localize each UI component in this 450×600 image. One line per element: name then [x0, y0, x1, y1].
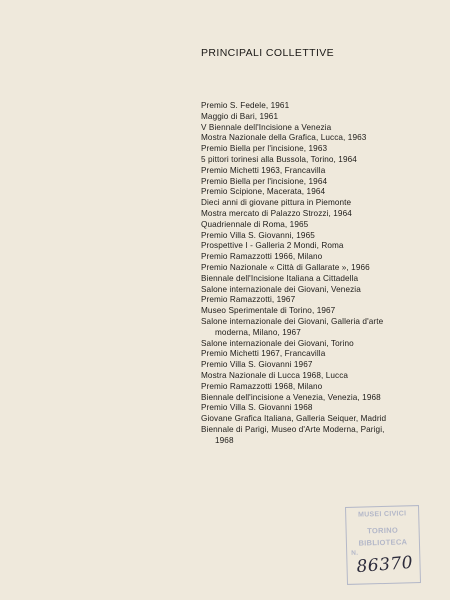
list-item: Salone internazionale dei Giovani, Torino	[201, 338, 354, 348]
list-item: Mostra mercato di Palazzo Strozzi, 1964	[201, 208, 352, 218]
list-item: Premio S. Fedele, 1961	[201, 101, 290, 110]
list-item: Dieci anni di giovane pittura in Piemonte	[201, 198, 352, 208]
list-item-continuation: 1968	[215, 435, 234, 445]
list-item: Biennale dell'incisione a Venezia, Venezia, 1968	[201, 392, 381, 402]
list-item: Mostra Nazionale della Grafica, Lucca, 1963	[201, 133, 367, 143]
list-item: Biennale dell'Incisione Italiana a Cittadella	[201, 273, 359, 283]
list-item: Premio Ramazzotti 1966, Milano	[201, 252, 323, 262]
list-item-continuation: moderna, Milano, 1967	[215, 327, 301, 337]
list-item: Premio Biella per l'incisione, 1963	[201, 144, 328, 154]
list-item	[201, 425, 441, 447]
stamp-line: TORINO	[367, 525, 399, 536]
list-item-line: Salone internazionale dei Giovani, Galleria d'arte	[201, 316, 384, 326]
list-item: Premio Michetti 1967, Francavilla	[201, 349, 326, 359]
inventory-number: 86370	[355, 552, 414, 578]
stamp-line: N.	[351, 549, 359, 557]
list-item: 5 pittori torinesi alla Bussola, Torino, 1964	[201, 154, 357, 164]
list-item-line: Biennale di Parigi, Museo d'Arte Moderna, Parigi,	[201, 424, 385, 434]
stamp-line: MUSEI CIVICI	[357, 510, 407, 519]
list-item: Museo Sperimentale di Torino, 1967	[201, 306, 336, 316]
list-item: Premio Ramazzotti 1968, Milano	[201, 381, 323, 391]
list-item: Premio Villa S. Giovanni, 1965	[201, 230, 315, 240]
list-item: Maggio di Bari, 1961	[201, 111, 279, 121]
list-item: Prospettive I - Galleria 2 Mondi, Roma	[201, 241, 344, 251]
library-stamp	[345, 505, 421, 585]
list-item: Mostra Nazionale di Lucca 1968, Lucca	[201, 370, 349, 380]
list-item: V Biennale dell'Incisione a Venezia	[201, 122, 332, 132]
list-item: Premio Michetti 1963, Francavilla	[201, 165, 326, 175]
list-item: Premio Villa S. Giovanni 1967	[201, 360, 313, 370]
list-item: Premio Biella per l'incisione, 1964	[201, 176, 328, 186]
exhibition-list	[201, 101, 441, 447]
list-item: Premio Ramazzotti, 1967	[201, 295, 296, 305]
list-item: Premio Scipione, Macerata, 1964	[201, 187, 326, 197]
list-item: Premio Nazionale « Città di Gallarate », 1966	[201, 262, 370, 272]
list-item: Giovane Grafica Italiana, Galleria Seiquer, Madrid	[201, 414, 387, 424]
list-item: Premio Villa S. Giovanni 1968	[201, 403, 313, 413]
list-item	[201, 317, 441, 339]
stamp-line: BIBLIOTECA	[358, 537, 408, 548]
list-item: Salone internazionale dei Giovani, Venezia	[201, 284, 361, 294]
list-item: Quadriennale di Roma, 1965	[201, 219, 309, 229]
section-heading: PRINCIPALI COLLETTIVE	[201, 47, 335, 59]
